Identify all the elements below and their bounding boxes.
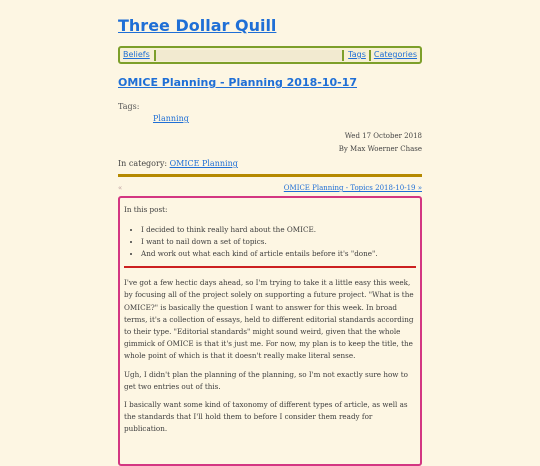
nav-divider (369, 50, 371, 61)
post-date: Wed 17 October 2018 (344, 132, 422, 140)
summary-item: • And work out what each kind of article entails before it's "done". (141, 248, 416, 260)
summary-intro: In this post: (124, 205, 168, 214)
tag-link-planning[interactable]: Planning (153, 114, 189, 123)
divider (118, 174, 422, 177)
page (118, 0, 422, 466)
summary-item: • I decided to think really hard about the OMICE. (141, 224, 416, 236)
post-pager (118, 183, 422, 193)
summary-list (124, 224, 416, 260)
tag-list (153, 113, 422, 124)
search-input[interactable] (154, 50, 344, 61)
body-paragraph: I basically want some kind of taxonomy of different types of article, as well as the standards that I'll hold them to before I consider them ready for publication. (124, 400, 408, 434)
nav-categories-link[interactable]: Categories (373, 50, 417, 59)
nav-bar (118, 46, 422, 64)
summary-divider (124, 266, 416, 268)
site-title[interactable]: Three Dollar Quill (118, 16, 277, 35)
post-title[interactable]: OMICE Planning - Planning 2018-10-17 (118, 76, 358, 89)
post-meta (118, 130, 422, 156)
nav-beliefs-link[interactable]: Beliefs (123, 50, 150, 59)
body-paragraph: I've got a few hectic days ahead, so I'm trying to take it a little easy this week, by focusing all of the project solely on supporting a future project. "What is the OMICE?" is basically the question I want to answer for this week. In broad terms, it's a collection of essays, held to different editorial standards according to their type. "Editorial standards" might sound weird, given that the whole gimmick of OMICE is that it's just me. For now, my plan is to keep the title, the whole point of which is that it doesn't really make literal sense. (124, 278, 414, 361)
nav-tags-link[interactable]: Tags (348, 50, 366, 59)
post-content (118, 196, 422, 466)
post-author: By Max Woerner Chase (338, 145, 422, 153)
tag-item (153, 113, 422, 124)
summary-item: • I want to nail down a set of topics. (141, 236, 416, 248)
next-post-link[interactable]: OMICE Planning - Topics 2018-10-19 » (283, 184, 422, 192)
category-prefix: In category: (118, 159, 170, 168)
tags-label: Tags: (118, 102, 140, 111)
category-link[interactable]: OMICE Planning (169, 159, 238, 168)
previous-post-link[interactable]: « (118, 184, 123, 192)
body-paragraph: Ugh, I didn't plan the planning of the planning, so I'm not exactly sure how to get two entries out of this. (124, 369, 408, 391)
post-category (118, 158, 422, 170)
